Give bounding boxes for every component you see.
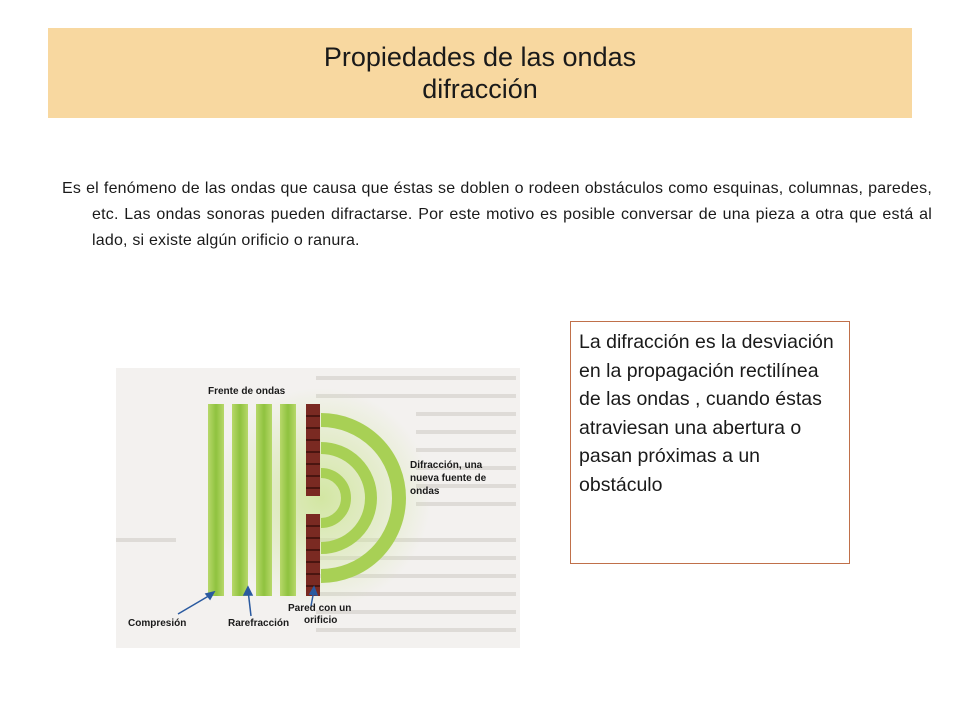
diffraction-label-1: Difracción, una bbox=[410, 460, 483, 471]
definition-paragraph: Es el fenómeno de las ondas que causa que éstas se doblen o rodeen obstáculos como esquinas, columnas, paredes, etc. Las ondas sonoras pueden difractarse. Por este motivo es posible conversar de una pieza a otra que está al lado, si existe algún orificio o ranura. bbox=[62, 180, 932, 249]
slide-title: Propiedades de las ondas bbox=[323, 42, 637, 72]
rarefaction-label: Rarefracción bbox=[228, 618, 290, 629]
diffraction-diagram bbox=[116, 368, 520, 648]
callout-text: La difracción es la desviación en la propagación rectilínea de las ondas , cuando éstas atraviesan una abertura o pasan próximas a un obstáculo bbox=[579, 331, 834, 496]
slide-subtitle: difracción bbox=[422, 74, 538, 104]
wavefront-bar bbox=[232, 404, 248, 596]
wavefront-bar bbox=[280, 404, 296, 596]
definition-callout-box bbox=[570, 321, 850, 564]
wavefront-bar bbox=[256, 404, 272, 596]
title-banner bbox=[48, 28, 912, 118]
diffraction-illustration bbox=[116, 368, 520, 648]
wavefront-bar bbox=[208, 404, 224, 596]
wall-label-2: orificio bbox=[304, 615, 338, 626]
diffraction-label-3: ondas bbox=[410, 486, 440, 497]
wall-label-1: Pared con un bbox=[288, 603, 352, 614]
diffraction-label-2: nueva fuente de bbox=[410, 473, 487, 484]
compression-label: Compresión bbox=[128, 618, 187, 629]
wavefront-label: Frente de ondas bbox=[208, 386, 286, 397]
